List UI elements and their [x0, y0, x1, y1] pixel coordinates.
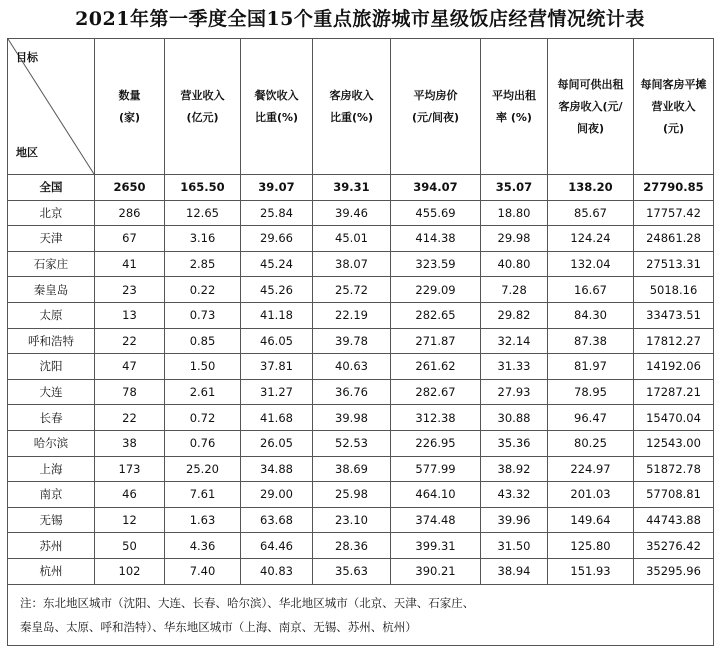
- value-cell: 7.61: [165, 482, 241, 508]
- value-cell: 0.73: [165, 302, 241, 328]
- value-cell: 35295.96: [634, 558, 714, 584]
- region-cell: 长春: [8, 405, 95, 431]
- value-cell: 64.46: [241, 533, 313, 559]
- total-row: [8, 175, 714, 201]
- value-cell: 25.98: [313, 482, 391, 508]
- value-cell: 12: [95, 507, 165, 533]
- value-cell: 0.22: [165, 277, 241, 303]
- value-cell: 38.07: [313, 251, 391, 277]
- value-cell: 40.80: [481, 251, 548, 277]
- col-header-room-share: 客房收入 比重(%): [313, 39, 391, 175]
- value-cell: 27513.31: [634, 251, 714, 277]
- value-cell: 282.67: [391, 379, 481, 405]
- value-cell: 45.01: [313, 226, 391, 252]
- region-cell: 天津: [8, 226, 95, 252]
- value-cell: 41.68: [241, 405, 313, 431]
- value-cell: 399.31: [391, 533, 481, 559]
- region-cell: 全国: [8, 175, 95, 201]
- region-cell: 大连: [8, 379, 95, 405]
- value-cell: 23.10: [313, 507, 391, 533]
- value-cell: 37.81: [241, 354, 313, 380]
- value-cell: 124.24: [548, 226, 634, 252]
- value-cell: 63.68: [241, 507, 313, 533]
- value-cell: 2.85: [165, 251, 241, 277]
- value-cell: 390.21: [391, 558, 481, 584]
- note-line-1: 注：东北地区城市（沈阳、大连、长春、哈尔滨）、华北地区城市（北京、天津、石家庄、: [20, 595, 475, 610]
- value-cell: 31.27: [241, 379, 313, 405]
- value-cell: 36.76: [313, 379, 391, 405]
- region-cell: 石家庄: [8, 251, 95, 277]
- value-cell: 394.07: [391, 175, 481, 201]
- value-cell: 45.24: [241, 251, 313, 277]
- value-cell: 229.09: [391, 277, 481, 303]
- value-cell: 38.94: [481, 558, 548, 584]
- col-header-avg-room-price: 平均房价 (元/间夜): [391, 39, 481, 175]
- value-cell: 4.36: [165, 533, 241, 559]
- value-cell: 35276.42: [634, 533, 714, 559]
- region-cell: 杭州: [8, 558, 95, 584]
- value-cell: 0.85: [165, 328, 241, 354]
- col-header-count: 数量 (家): [95, 39, 165, 175]
- value-cell: 87.38: [548, 328, 634, 354]
- value-cell: 39.31: [313, 175, 391, 201]
- value-cell: 31.50: [481, 533, 548, 559]
- value-cell: 282.65: [391, 302, 481, 328]
- value-cell: 35.63: [313, 558, 391, 584]
- value-cell: 2.61: [165, 379, 241, 405]
- value-cell: 224.97: [548, 456, 634, 482]
- value-cell: 374.48: [391, 507, 481, 533]
- value-cell: 7.40: [165, 558, 241, 584]
- value-cell: 43.32: [481, 482, 548, 508]
- value-cell: 1.63: [165, 507, 241, 533]
- table-row: [8, 354, 714, 380]
- table-row: [8, 379, 714, 405]
- value-cell: 17812.27: [634, 328, 714, 354]
- region-cell: 呼和浩特: [8, 328, 95, 354]
- value-cell: 29.82: [481, 302, 548, 328]
- corner-indicator-label: 目标: [16, 51, 38, 64]
- value-cell: 7.28: [481, 277, 548, 303]
- value-cell: 45.26: [241, 277, 313, 303]
- value-cell: 39.07: [241, 175, 313, 201]
- value-cell: 44743.88: [634, 507, 714, 533]
- header-row: [8, 39, 714, 175]
- value-cell: 50: [95, 533, 165, 559]
- region-cell: 秦皇岛: [8, 277, 95, 303]
- value-cell: 577.99: [391, 456, 481, 482]
- value-cell: 323.59: [391, 251, 481, 277]
- table-title: 2021年第一季度全国15个重点旅游城市星级饭店经营情况统计表: [75, 8, 645, 30]
- value-cell: 35.36: [481, 430, 548, 456]
- value-cell: 29.00: [241, 482, 313, 508]
- col-header-occupancy-rate: 平均出租 率 (%): [481, 39, 548, 175]
- value-cell: 173: [95, 456, 165, 482]
- value-cell: 78.95: [548, 379, 634, 405]
- value-cell: 25.84: [241, 200, 313, 226]
- col-header-revpar: 每间可供出租 客房收入(元/ 间夜): [548, 39, 634, 175]
- value-cell: 17287.21: [634, 379, 714, 405]
- value-cell: 261.62: [391, 354, 481, 380]
- value-cell: 28.36: [313, 533, 391, 559]
- value-cell: 102: [95, 558, 165, 584]
- value-cell: 32.14: [481, 328, 548, 354]
- table-row: [8, 558, 714, 584]
- col-header-revenue: 营业收入 (亿元): [165, 39, 241, 175]
- table-row: [8, 328, 714, 354]
- value-cell: 40.63: [313, 354, 391, 380]
- value-cell: 271.87: [391, 328, 481, 354]
- value-cell: 5018.16: [634, 277, 714, 303]
- value-cell: 201.03: [548, 482, 634, 508]
- region-cell: 苏州: [8, 533, 95, 559]
- region-cell: 南京: [8, 482, 95, 508]
- value-cell: 57708.81: [634, 482, 714, 508]
- value-cell: 81.97: [548, 354, 634, 380]
- value-cell: 22: [95, 405, 165, 431]
- table-row: [8, 251, 714, 277]
- table-row: [8, 456, 714, 482]
- region-cell: 哈尔滨: [8, 430, 95, 456]
- value-cell: 39.46: [313, 200, 391, 226]
- value-cell: 24861.28: [634, 226, 714, 252]
- value-cell: 29.98: [481, 226, 548, 252]
- value-cell: 455.69: [391, 200, 481, 226]
- value-cell: 151.93: [548, 558, 634, 584]
- value-cell: 12.65: [165, 200, 241, 226]
- value-cell: 22: [95, 328, 165, 354]
- value-cell: 26.05: [241, 430, 313, 456]
- note-line-2: 秦皇岛、太原、呼和浩特）、华东地区城市（上海、南京、无锡、苏州、杭州）: [20, 619, 417, 634]
- value-cell: 80.25: [548, 430, 634, 456]
- value-cell: 35.07: [481, 175, 548, 201]
- value-cell: 23: [95, 277, 165, 303]
- table-row: [8, 482, 714, 508]
- value-cell: 13: [95, 302, 165, 328]
- value-cell: 312.38: [391, 405, 481, 431]
- value-cell: 15470.04: [634, 405, 714, 431]
- value-cell: 39.96: [481, 507, 548, 533]
- table-body: [8, 175, 714, 585]
- value-cell: 12543.00: [634, 430, 714, 456]
- hotel-statistics-table: [7, 38, 714, 646]
- value-cell: 38.69: [313, 456, 391, 482]
- value-cell: 38: [95, 430, 165, 456]
- value-cell: 25.72: [313, 277, 391, 303]
- value-cell: 226.95: [391, 430, 481, 456]
- region-cell: 沈阳: [8, 354, 95, 380]
- table-row: [8, 430, 714, 456]
- value-cell: 2650: [95, 175, 165, 201]
- value-cell: 30.88: [481, 405, 548, 431]
- value-cell: 149.64: [548, 507, 634, 533]
- value-cell: 84.30: [548, 302, 634, 328]
- value-cell: 46.05: [241, 328, 313, 354]
- table-row: [8, 226, 714, 252]
- region-cell: 上海: [8, 456, 95, 482]
- value-cell: 67: [95, 226, 165, 252]
- value-cell: 47: [95, 354, 165, 380]
- value-cell: 0.72: [165, 405, 241, 431]
- value-cell: 85.67: [548, 200, 634, 226]
- table-row: [8, 277, 714, 303]
- value-cell: 17757.42: [634, 200, 714, 226]
- table-row: [8, 533, 714, 559]
- value-cell: 33473.51: [634, 302, 714, 328]
- value-cell: 29.66: [241, 226, 313, 252]
- value-cell: 46: [95, 482, 165, 508]
- value-cell: 52.53: [313, 430, 391, 456]
- value-cell: 0.76: [165, 430, 241, 456]
- table-row: [8, 405, 714, 431]
- value-cell: 78: [95, 379, 165, 405]
- value-cell: 51872.78: [634, 456, 714, 482]
- value-cell: 14192.06: [634, 354, 714, 380]
- value-cell: 96.47: [548, 405, 634, 431]
- value-cell: 464.10: [391, 482, 481, 508]
- value-cell: 27790.85: [634, 175, 714, 201]
- value-cell: 286: [95, 200, 165, 226]
- value-cell: 22.19: [313, 302, 391, 328]
- value-cell: 414.38: [391, 226, 481, 252]
- value-cell: 125.80: [548, 533, 634, 559]
- region-cell: 太原: [8, 302, 95, 328]
- value-cell: 165.50: [165, 175, 241, 201]
- value-cell: 41.18: [241, 302, 313, 328]
- region-cell: 北京: [8, 200, 95, 226]
- corner-region-label: 地区: [16, 146, 38, 159]
- col-header-revenue-per-room: 每间客房平摊 营业收入 (元): [634, 39, 714, 175]
- corner-header-cell: [8, 39, 95, 175]
- value-cell: 39.98: [313, 405, 391, 431]
- value-cell: 3.16: [165, 226, 241, 252]
- value-cell: 34.88: [241, 456, 313, 482]
- value-cell: 1.50: [165, 354, 241, 380]
- value-cell: 138.20: [548, 175, 634, 201]
- col-header-dining-share: 餐饮收入 比重(%): [241, 39, 313, 175]
- value-cell: 40.83: [241, 558, 313, 584]
- value-cell: 31.33: [481, 354, 548, 380]
- value-cell: 38.92: [481, 456, 548, 482]
- value-cell: 41: [95, 251, 165, 277]
- table-row: [8, 507, 714, 533]
- table-row: [8, 302, 714, 328]
- value-cell: 132.04: [548, 251, 634, 277]
- table-row: [8, 200, 714, 226]
- note-row: [8, 584, 714, 645]
- value-cell: 16.67: [548, 277, 634, 303]
- region-cell: 无锡: [8, 507, 95, 533]
- value-cell: 39.78: [313, 328, 391, 354]
- value-cell: 25.20: [165, 456, 241, 482]
- note-cell: [8, 584, 714, 645]
- value-cell: 27.93: [481, 379, 548, 405]
- value-cell: 18.80: [481, 200, 548, 226]
